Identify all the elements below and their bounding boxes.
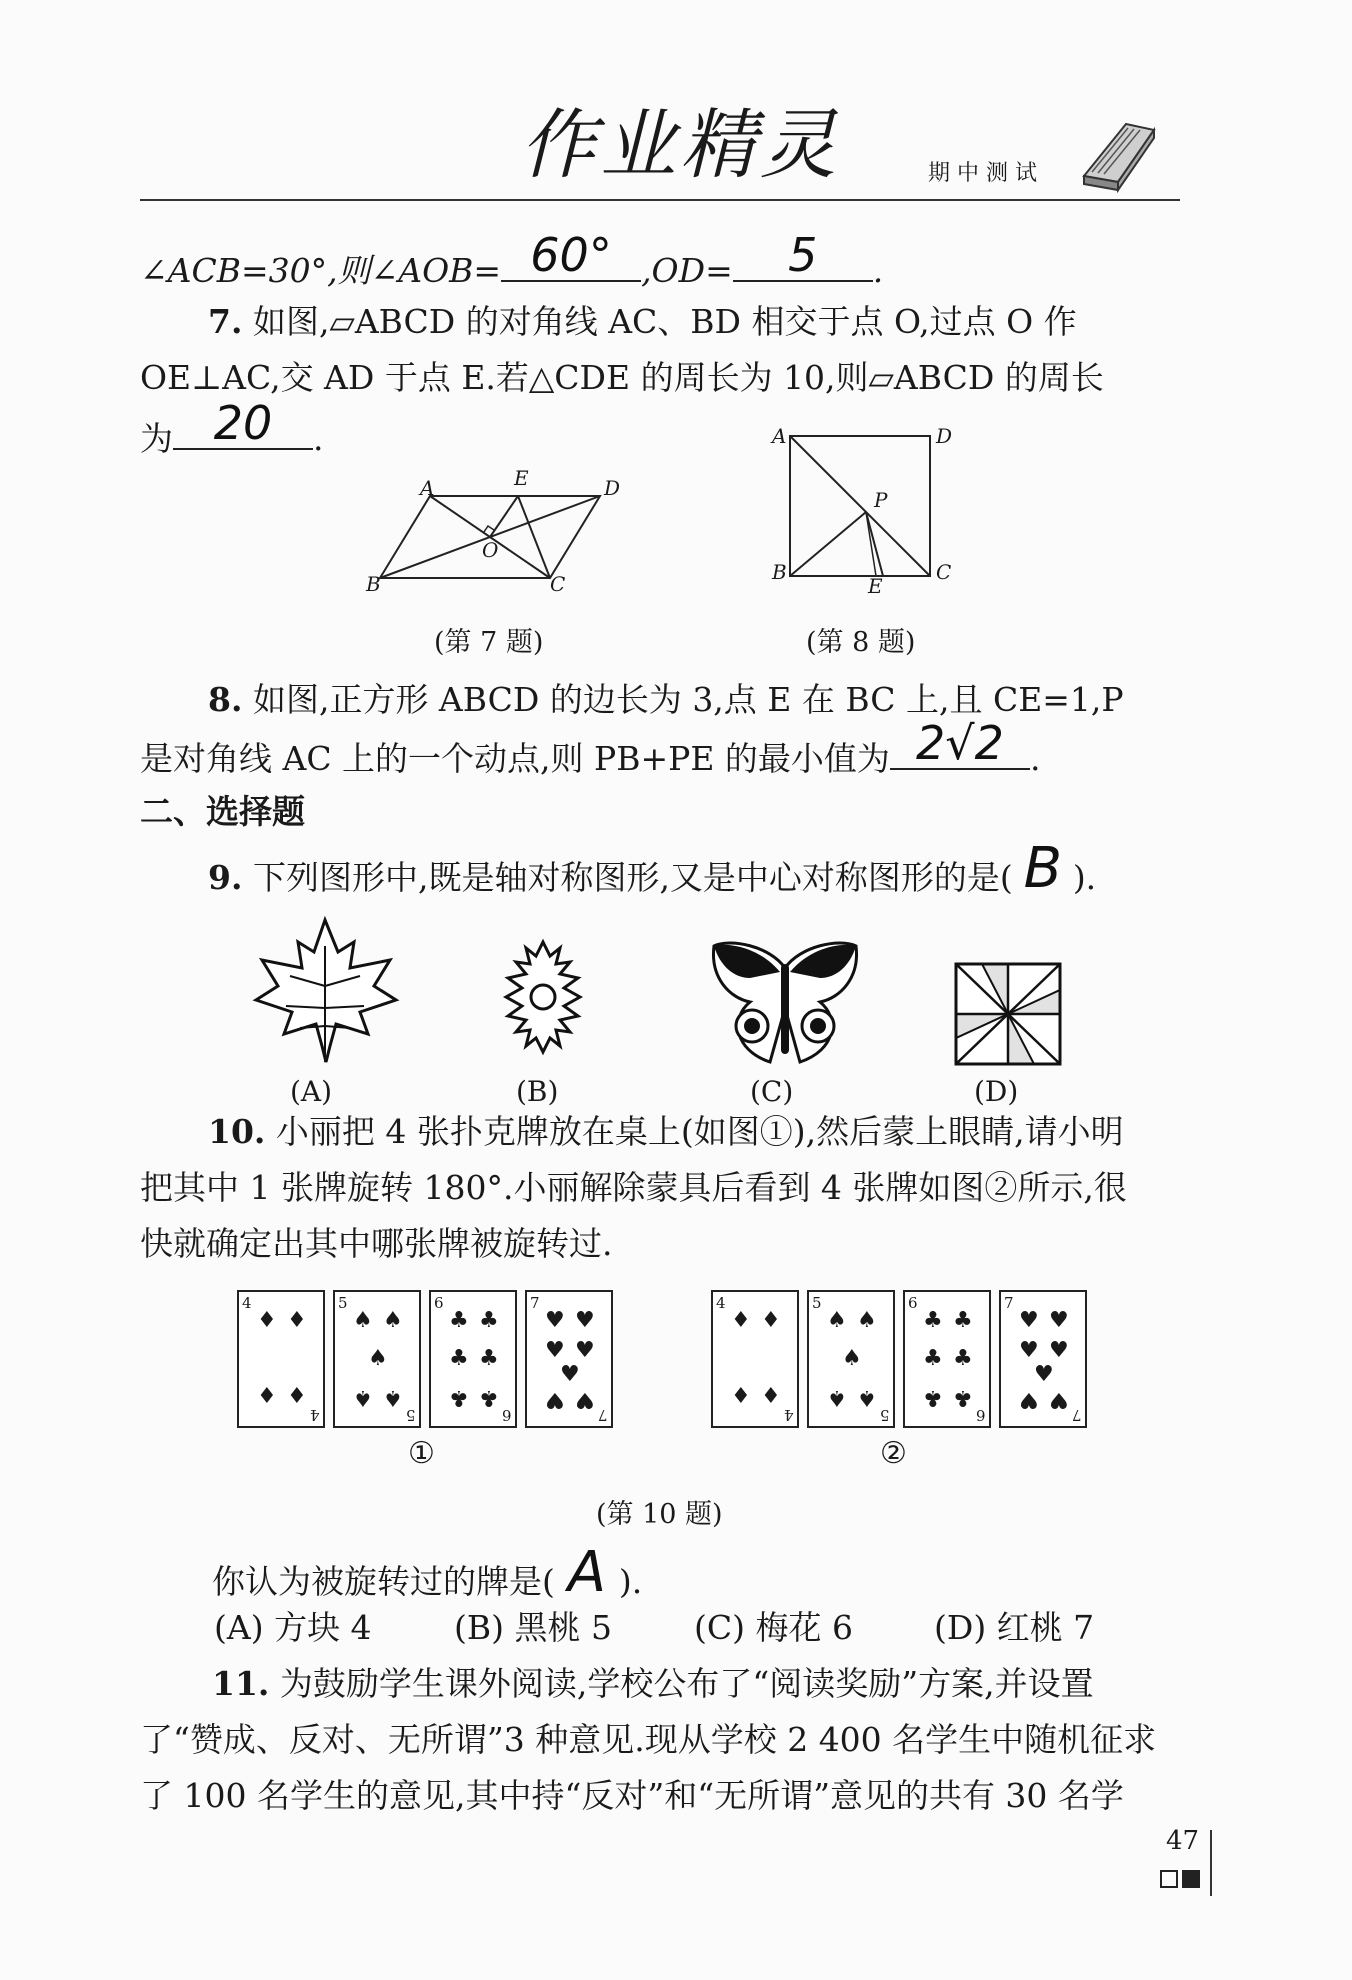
fig7-label-o: O: [482, 538, 499, 562]
q7-answer: 20: [213, 396, 273, 450]
q10-line1: [208, 1110, 1124, 1154]
q6-text1: ∠ACB=30°,则∠AOB=: [140, 251, 502, 290]
q6-blank1: [501, 228, 641, 282]
fig7-label-b: B: [366, 572, 381, 596]
q8-blank: [890, 716, 1030, 770]
fig10-caption: (第 10 题): [596, 1499, 723, 1530]
header-section: 期 中 测 试: [928, 161, 1037, 186]
q9-option-c: (C): [750, 1075, 794, 1108]
card-rank: 6: [434, 1294, 444, 1312]
fig8-label-c: C: [936, 560, 952, 584]
card-rank-rotated: 7: [1072, 1406, 1082, 1424]
q9-end: ).: [1072, 858, 1097, 897]
fig8-label-e: E: [868, 574, 883, 598]
figure-7: [360, 460, 640, 600]
card-rank-rotated: 4: [310, 1406, 320, 1424]
q8-answer: 2√2: [916, 716, 1004, 770]
header-brand: 作业精灵: [520, 100, 840, 189]
q10-line3: 快就确定出其中哪张牌被旋转过.: [140, 1224, 613, 1263]
q10-question-text: 你认为被旋转过的牌是(: [212, 1562, 555, 1601]
q7-line3: [140, 396, 324, 461]
figure-8: [780, 426, 940, 586]
card-rank-rotated: 4: [784, 1406, 794, 1424]
q11-line3: 了 100 名学生的意见,其中持“反对”和“无所谓”意见的共有 30 名学: [140, 1776, 1124, 1815]
fig7-label-d: D: [604, 476, 621, 500]
q7-text1: 如图,▱ABCD 的对角线 AC、BD 相交于点 O,过点 O 作: [252, 302, 1077, 341]
footer-box-outline: [1160, 1870, 1178, 1888]
q9-option-a: (A): [290, 1075, 333, 1108]
book-icon: [1078, 116, 1160, 194]
q6-blank2: [733, 228, 873, 282]
fig8-label-d: D: [936, 424, 953, 448]
q8-num: 8.: [208, 680, 243, 719]
fig8-caption: (第 8 题): [806, 627, 916, 658]
footer-box-filled: [1182, 1870, 1200, 1888]
fig7-caption: (第 7 题): [434, 627, 544, 658]
footer-rule: [1210, 1830, 1212, 1896]
card-rank: 7: [1004, 1294, 1014, 1312]
segment-ce: [518, 496, 550, 578]
q8-end: .: [1029, 739, 1041, 778]
card-spade-5-b: 5 5 ♠ ♠ ♠ ♠ ♠: [807, 1290, 895, 1428]
card-rank-rotated: 6: [976, 1406, 986, 1424]
q10-question: [212, 1540, 643, 1605]
q10-end: ).: [618, 1562, 643, 1601]
q11-num: 11.: [212, 1664, 270, 1703]
q10-choice-d: (D) 红桃 7: [934, 1608, 1095, 1647]
q6-text2: ,OD=: [641, 251, 733, 290]
card-rank: 5: [812, 1294, 822, 1312]
q9-line: [208, 836, 1097, 901]
q9-text: 下列图形中,既是轴对称图形,又是中心对称图形的是(: [252, 858, 1013, 897]
maple-leaf-figure: [250, 916, 400, 1066]
card-rank-rotated: 5: [406, 1406, 416, 1424]
fig7-label-a: A: [420, 476, 435, 500]
q6-answer2: 5: [788, 228, 818, 282]
q11-line1: [212, 1662, 1094, 1706]
fig7-label-e: E: [514, 466, 529, 490]
fig8-label-a: A: [772, 424, 787, 448]
card-heart-7: 7 7 ♥ ♥ ♥ ♥ ♥ ♥ ♥: [525, 1290, 613, 1428]
q7-line1: [208, 300, 1077, 344]
fig8-label-p: P: [874, 488, 888, 512]
card-rank-rotated: 5: [880, 1406, 890, 1424]
q7-end: .: [313, 419, 324, 458]
card-rank-rotated: 7: [598, 1406, 608, 1424]
fig7-label-c: C: [550, 572, 566, 596]
q8-text2: 是对角线 AC 上的一个动点,则 PB+PE 的最小值为: [140, 739, 890, 778]
card-spade-5: 5 5 ♠ ♠ ♠ ♠ ♠: [333, 1290, 421, 1428]
q7-line2: OE⊥AC,交 AD 于点 E.若△CDE 的周长为 10,则▱ABCD 的周长: [140, 358, 1104, 397]
q9-option-d: (D): [974, 1075, 1019, 1108]
card-rank: 7: [530, 1294, 540, 1312]
q11-text1: 为鼓励学生课外阅读,学校公布了“阅读奖励”方案,并设置: [279, 1664, 1094, 1703]
q7-prefix: 为: [140, 419, 173, 458]
pinwheel-figure: [952, 960, 1064, 1068]
q10-line2: 把其中 1 张牌旋转 180°.小丽解除蒙具后看到 4 张牌如图②所示,很: [140, 1168, 1127, 1207]
q10-answer: A: [567, 1540, 607, 1605]
diagonal-ac: [790, 436, 930, 576]
q10-fig2-label: ②: [880, 1436, 907, 1471]
fig8-label-b: B: [772, 560, 787, 584]
q10-choice-c: (C) 梅花 6: [694, 1608, 853, 1647]
q9-num: 9.: [208, 858, 243, 897]
card-diamond-4: 4 4 ♦ ♦ ♦ ♦: [237, 1290, 325, 1428]
q6-end: .: [872, 251, 884, 290]
q8-text1: 如图,正方形 ABCD 的边长为 3,点 E 在 BC 上,且 CE=1,P: [252, 680, 1124, 719]
page-number: 47: [1166, 1826, 1200, 1856]
q9-answer: B: [1023, 836, 1063, 901]
q7-num: 7.: [208, 302, 243, 341]
q9-option-b: (B): [516, 1075, 559, 1108]
q11-line2: 了“赞成、反对、无所谓”3 种意见.现从学校 2 400 名学生中随机征求: [140, 1720, 1157, 1759]
card-rank-rotated: 6: [502, 1406, 512, 1424]
q10-fig1-label: ①: [408, 1436, 435, 1471]
card-heart-7-b: 7 7 ♥ ♥ ♥ ♥ ♥ ♥ ♥: [999, 1290, 1087, 1428]
header-rule: [140, 199, 1180, 201]
card-rank: 4: [242, 1294, 252, 1312]
q6-tail: [140, 228, 884, 293]
card-diamond-4-b: 4 4 ♦ ♦ ♦ ♦: [711, 1290, 799, 1428]
butterfly-figure: [710, 938, 860, 1068]
card-club-6: 6 6 ♣ ♣ ♣ ♣ ♣ ♣: [429, 1290, 517, 1428]
q10-choice-b: (B) 黑桃 5: [454, 1608, 612, 1647]
section2-title: 二、选择题: [140, 792, 305, 831]
card-rank: 4: [716, 1294, 726, 1312]
q10-text1: 小丽把 4 张扑克牌放在桌上(如图①),然后蒙上眼睛,请小明: [275, 1112, 1124, 1151]
card-rank: 6: [908, 1294, 918, 1312]
q7-blank: [173, 396, 313, 450]
q10-choice-a: (A) 方块 4: [214, 1608, 372, 1647]
card-club-6-b: 6 6 ♣ ♣ ♣ ♣ ♣ ♣: [903, 1290, 991, 1428]
segment-pb: [790, 512, 866, 576]
card-rank: 5: [338, 1294, 348, 1312]
snowflake-figure: [478, 932, 608, 1062]
q10-num: 10.: [208, 1112, 266, 1151]
q6-answer1: 60°: [530, 228, 612, 282]
q8-line2: [140, 716, 1041, 781]
